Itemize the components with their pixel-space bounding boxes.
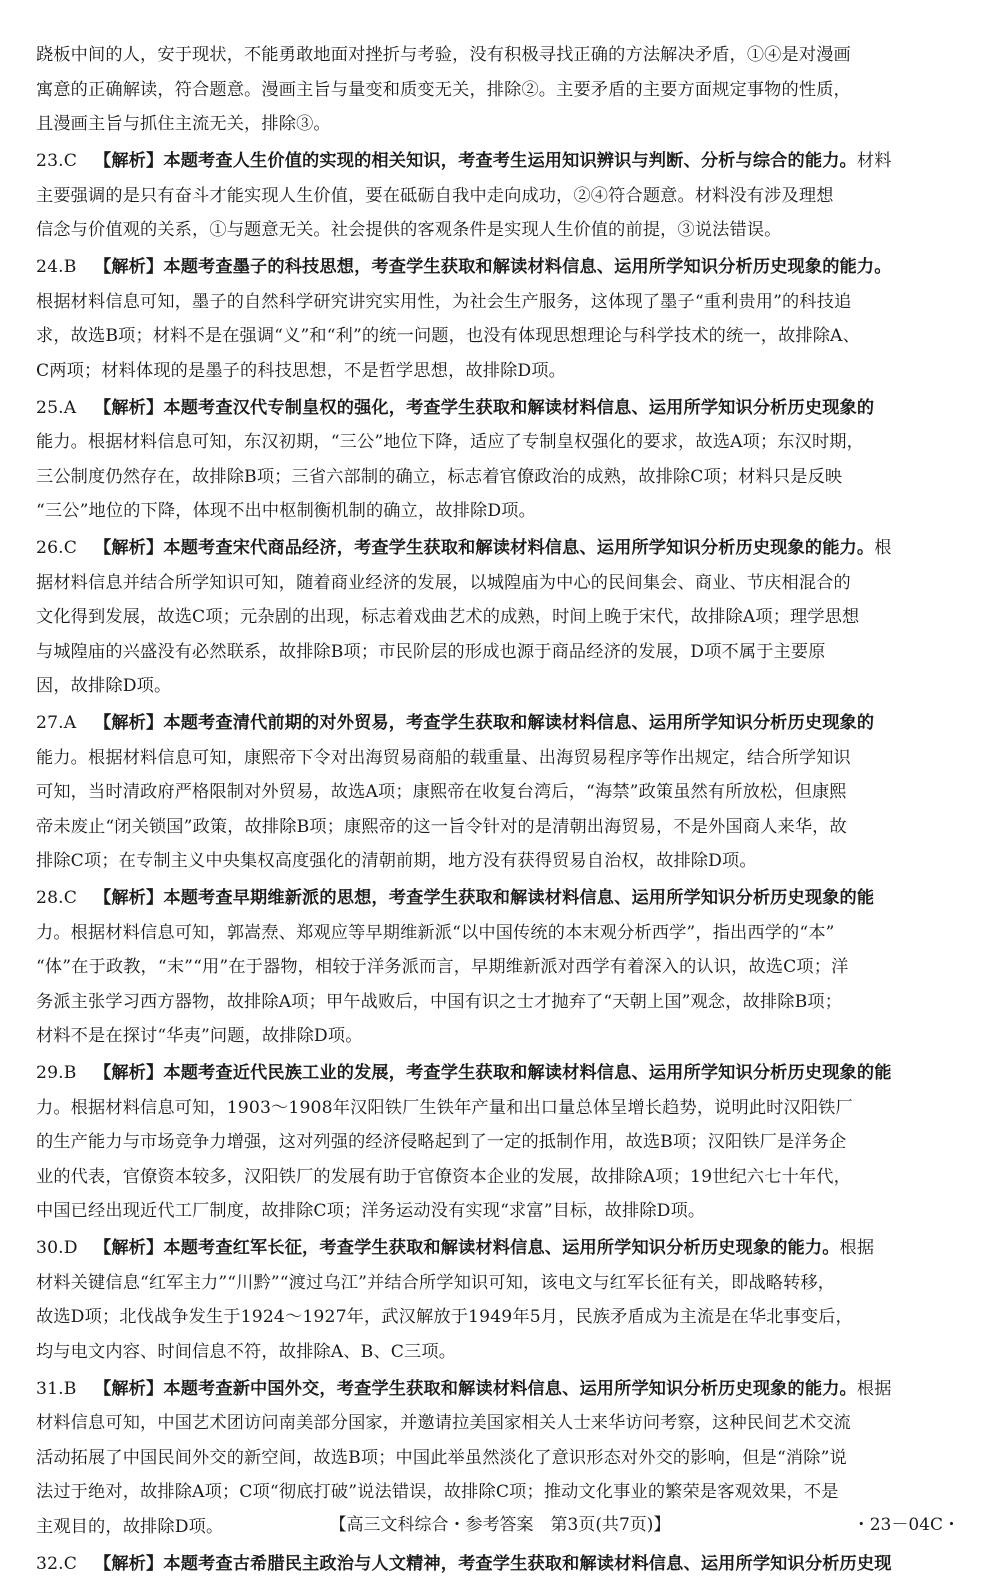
answer-item [36, 1231, 972, 1369]
analysis-text: 根据 [857, 1379, 892, 1399]
question-number: 25. [36, 398, 64, 418]
footer-code: ・23－04C・ [853, 1512, 960, 1538]
answer-item [36, 531, 972, 704]
answer-first-line [36, 144, 972, 179]
text-line: 求，故选B项；材料不是在强调“义”和“利”的统一问题，也没有体现思想理论与科学技术的统一，故排除A、 [36, 319, 972, 354]
question-number: 31. [36, 1379, 64, 1399]
answer-letter: C [64, 888, 77, 908]
answer-first-line [36, 881, 972, 916]
text-line: 跷板中间的人，安于现状，不能勇敢地面对挫折与考验，没有积极寻找正确的方法解决矛盾，①④是对漫画 [36, 38, 972, 73]
answer-letter: A [64, 398, 77, 418]
analysis-lead: 本题考查近代民族工业的发展，考查学生获取和解读材料信息、运用所学知识分析历史现象的能 [163, 1063, 891, 1083]
text-line: 能力。根据材料信息可知，康熙帝下令对出海贸易商船的载重量、出海贸易程序等作出规定，结合所学知识 [36, 741, 972, 776]
analysis-lead: 本题考查红军长征，考查学生获取和解读材料信息、运用所学知识分析历史现象的能力。 [163, 1238, 839, 1258]
question-label [36, 1547, 88, 1581]
text-line: 文化得到发展，故选C项；元杂剧的出现，标志着戏曲艺术的成熟，时间上晚于宋代，故排除A项；理学思想 [36, 600, 972, 635]
text-line: 故选D项；北伐战争发生于1924～1927年，武汉解放于1949年5月，民族矛盾成为主流是在华北事变后， [36, 1300, 972, 1335]
answer-item [36, 250, 972, 388]
paragraph-continued [36, 38, 972, 142]
analysis-tag: 【解析】 [94, 1554, 163, 1574]
analysis-text: 根 [874, 538, 891, 558]
answer-item [36, 881, 972, 1054]
text-line: 材料信息可知，中国艺术团访问南美部分国家，并邀请拉美国家相关人士来华访问考察，这种民间艺术交流 [36, 1406, 972, 1441]
text-line: 主要强调的是只有奋斗才能实现人生价值，要在砥砺自我中走向成功，②④符合题意。材料没有涉及理想 [36, 179, 972, 214]
question-number: 30. [36, 1238, 64, 1258]
question-number: 24. [36, 257, 64, 277]
question-number: 32. [36, 1554, 64, 1574]
text-line: 与城隍庙的兴盛没有必然联系，故排除B项；市民阶层的形成也源于商品经济的发展，D项不属于主要原 [36, 635, 972, 670]
analysis-tag: 【解析】 [94, 888, 163, 908]
text-line: 三公制度仍然存在，故排除B项；三省六部制的确立，标志着官僚政治的成熟，故排除C项；材料只是反映 [36, 460, 972, 495]
answer-letter: C [64, 151, 77, 171]
text-line: “体”在于政教，“末”“用”在于器物，相较于洋务派而言，早期维新派对西学有着深入的认识，故选C项；洋 [36, 950, 972, 985]
text-line: 中国已经出现近代工厂制度，故排除C项；洋务运动没有实现“求富”目标，故排除D项。 [36, 1194, 972, 1229]
analysis-tag: 【解析】 [94, 713, 163, 733]
answer-item [36, 144, 972, 248]
question-number: 27. [36, 713, 64, 733]
answer-item [36, 391, 972, 529]
analysis-tag: 【解析】 [94, 538, 163, 558]
text-line: 据材料信息并结合所学知识可知，随着商业经济的发展，以城隍庙为中心的民间集会、商业、节庆相混合的 [36, 566, 972, 601]
analysis-lead: 本题考查宋代商品经济，考查学生获取和解读材料信息、运用所学知识分析历史现象的能力。 [163, 538, 874, 558]
text-line: 信念与价值观的关系，①与题意无关。社会提供的客观条件是实现人生价值的前提，③说法错误。 [36, 213, 972, 248]
analysis-tag: 【解析】 [94, 1238, 163, 1258]
answer-first-line [36, 1372, 972, 1407]
answer-letter: B [64, 1379, 77, 1399]
text-line: 的生产能力与市场竞争力增强，这对列强的经济侵略起到了一定的抵制作用，故选B项；汉阳铁厂是洋务企 [36, 1125, 972, 1160]
text-line: 且漫画主旨与抓住主流无关，排除③。 [36, 107, 972, 142]
analysis-lead: 本题考查新中国外交，考查学生获取和解读材料信息、运用所学知识分析历史现象的能力。 [163, 1379, 857, 1399]
footer-title: 【高三文科综合・参考答案 第3页(共7页)】 [0, 1512, 1000, 1538]
text-line: 主观目的，故排除D项。 [36, 1510, 972, 1545]
question-label [36, 881, 88, 916]
text-line: 力。根据材料信息可知，1903～1908年汉阳铁厂生铁年产量和出口量总体呈增长趋势，说明此时汉阳铁厂 [36, 1091, 972, 1126]
answer-letter: C [64, 1554, 77, 1574]
text-line: 寓意的正确解读，符合题意。漫画主旨与量变和质变无关，排除②。主要矛盾的主要方面规定事物的性质， [36, 73, 972, 108]
page-footer [0, 1512, 1000, 1538]
text-line: 均与电文内容、时间信息不符，故排除A、B、C三项。 [36, 1335, 972, 1370]
analysis-tag: 【解析】 [94, 1379, 163, 1399]
question-label [36, 1231, 88, 1266]
answer-first-line [36, 1056, 972, 1091]
answer-item [36, 1547, 972, 1581]
analysis-tag: 【解析】 [94, 257, 163, 277]
answer-first-line [36, 706, 972, 741]
answer-item [36, 1056, 972, 1229]
question-number: 23. [36, 151, 64, 171]
analysis-lead: 本题考查墨子的科技思想，考查学生获取和解读材料信息、运用所学知识分析历史现象的能力。 [163, 257, 891, 277]
analysis-text: 根据 [840, 1238, 875, 1258]
question-label [36, 706, 88, 741]
text-line: 帝未废止“闭关锁国”政策，故排除B项；康熙帝的这一旨令针对的是清朝出海贸易，不是外国商人来华，故 [36, 810, 972, 845]
answer-first-line [36, 391, 972, 426]
answer-first-line [36, 1547, 972, 1581]
answer-letter: B [64, 1063, 77, 1083]
answer-first-line [36, 250, 972, 285]
question-label [36, 1372, 88, 1407]
analysis-lead: 本题考查古希腊民主政治与人文精神，考查学生获取和解读材料信息、运用所学知识分析历史现 [163, 1554, 891, 1574]
answer-first-line [36, 531, 972, 566]
answer-letter: A [64, 713, 77, 733]
analysis-tag: 【解析】 [94, 1063, 163, 1083]
question-number: 28. [36, 888, 64, 908]
text-line: 活动拓展了中国民间外交的新空间，故选B项；中国此举虽然淡化了意识形态对外交的影响，但是“消除”说 [36, 1441, 972, 1476]
question-label [36, 250, 88, 285]
text-line: 因，故排除D项。 [36, 669, 972, 704]
analysis-tag: 【解析】 [94, 151, 163, 171]
analysis-lead: 本题考查人生价值的实现的相关知识，考查考生运用知识辨识与判断、分析与综合的能力。 [163, 151, 857, 171]
answer-letter: B [64, 257, 77, 277]
analysis-text: 材料 [857, 151, 892, 171]
text-line: “三公”地位的下降，体现不出中枢制衡机制的确立，故排除D项。 [36, 494, 972, 529]
question-label [36, 391, 88, 426]
text-line: 材料关键信息“红军主力”“川黔”“渡过乌江”并结合所学知识可知，该电文与红军长征有关，即战略转移， [36, 1266, 972, 1301]
text-line: 能力。根据材料信息可知，东汉初期，“三公”地位下降，适应了专制皇权强化的要求，故选A项；东汉时期， [36, 425, 972, 460]
question-label [36, 531, 88, 566]
question-label [36, 144, 88, 179]
analysis-tag: 【解析】 [94, 398, 163, 418]
answer-letter: C [64, 538, 77, 558]
analysis-lead: 本题考查汉代专制皇权的强化，考查学生获取和解读材料信息、运用所学知识分析历史现象的 [163, 398, 874, 418]
question-number: 26. [36, 538, 64, 558]
text-line: 法过于绝对，故排除A项；C项“彻底打破”说法错误，故排除C项；推动文化事业的繁荣是客观效果，不是 [36, 1475, 972, 1510]
text-line: 排除C项；在专制主义中央集权高度强化的清朝前期，地方没有获得贸易自治权，故排除D项。 [36, 844, 972, 879]
analysis-lead: 本题考查清代前期的对外贸易，考查学生获取和解读材料信息、运用所学知识分析历史现象的 [163, 713, 874, 733]
text-line: 可知，当时清政府严格限制对外贸易，故选A项；康熙帝在收复台湾后，“海禁”政策虽然有所放松，但康熙 [36, 775, 972, 810]
answer-letter: D [64, 1238, 78, 1258]
text-line: 根据材料信息可知，墨子的自然科学研究讲究实用性，为社会生产服务，这体现了墨子“重利贵用”的科技追 [36, 285, 972, 320]
text-line: 力。根据材料信息可知，郭嵩焘、郑观应等早期维新派“以中国传统的本末观分析西学”，指出西学的“本” [36, 916, 972, 951]
question-label [36, 1056, 88, 1091]
answer-item [36, 706, 972, 879]
text-line: 材料不是在探讨“华夷”问题，故排除D项。 [36, 1019, 972, 1054]
text-line: C两项；材料体现的是墨子的科技思想，不是哲学思想，故排除D项。 [36, 354, 972, 389]
analysis-lead: 本题考查早期维新派的思想，考查学生获取和解读材料信息、运用所学知识分析历史现象的能 [163, 888, 874, 908]
text-line: 务派主张学习西方器物，故排除A项；甲午战败后，中国有识之士才抛弃了“天朝上国”观念，故排除B项； [36, 985, 972, 1020]
answer-first-line [36, 1231, 972, 1266]
question-number: 29. [36, 1063, 64, 1083]
text-line: 业的代表，官僚资本较多，汉阳铁厂的发展有助于官僚资本企业的发展，故排除A项；19世纪六七十年代， [36, 1160, 972, 1195]
